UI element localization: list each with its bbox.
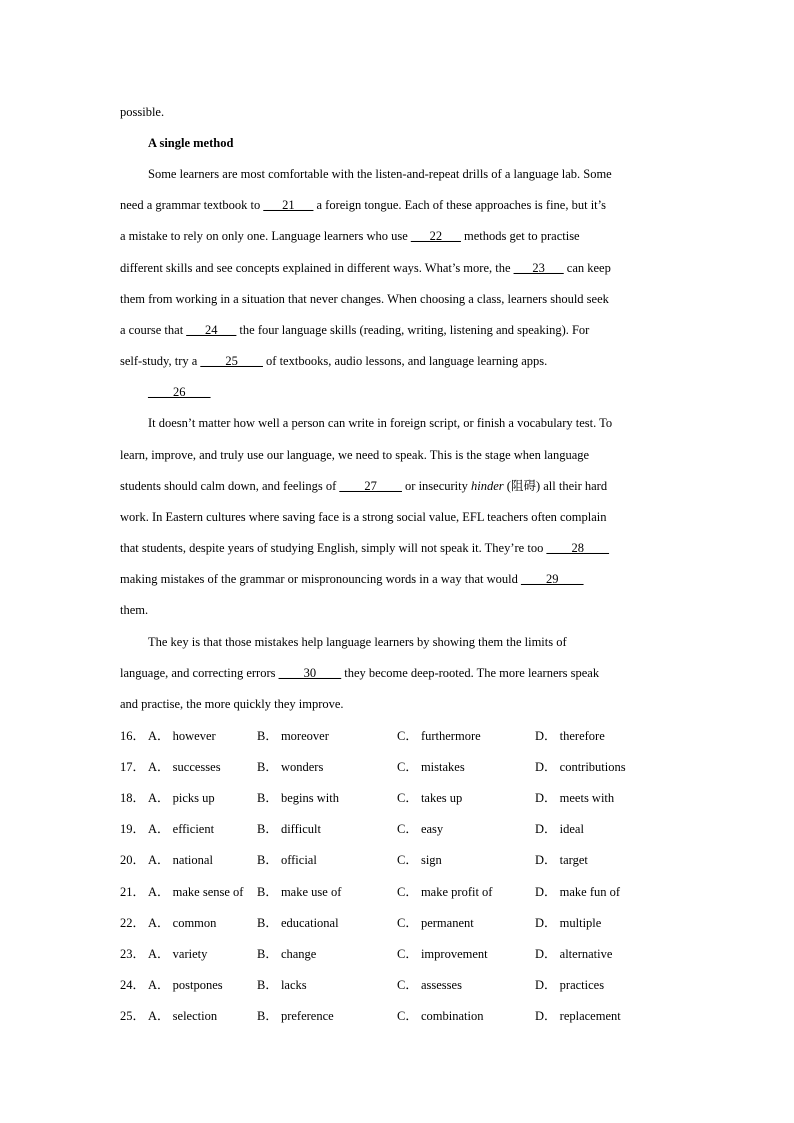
text: them from working in a situation that never changes. When choosing a class, learners should seek [120,292,609,306]
question-number: 22． [120,916,146,930]
option-b: B． make use of [257,885,342,899]
question-row [120,884,680,900]
section-heading [148,135,708,151]
blank-22: ___22___ [410,229,461,243]
text: different skills and see concepts explained in different ways. What’s more, the [120,261,514,275]
text-line [120,353,680,369]
text-line [120,665,680,681]
text: them. [120,603,149,617]
question-number: 20． [120,853,146,867]
option-c: C． mistakes [397,760,465,774]
blank-27: ____27____ [339,479,402,493]
question-number: 21． [120,885,146,899]
option-b: B． preference [257,1009,334,1023]
text: and practise, the more quickly they improve. [120,697,344,711]
option-b: B． wonders [257,760,324,774]
blank-24: ___24___ [186,323,237,337]
text-line [120,571,680,587]
option-a: A． postpones [148,978,223,992]
text: they become deep-rooted. The more learners speak [341,666,600,680]
text: a foreign tongue. Each of these approaches is fine, but it’s [313,198,606,212]
question-row [120,759,680,775]
text: (阻碍) all their hard [503,479,608,493]
text: need a grammar textbook to [120,198,264,212]
text: or insecurity [401,479,472,493]
question-number: 19． [120,822,146,836]
question-row [120,728,680,744]
text-line [120,322,680,338]
question-row [120,821,680,837]
blank-28: ____28____ [546,541,609,555]
option-c: C． make profit of [397,885,493,899]
text: The key is that those mistakes help language learners by showing them the limits of [148,635,567,649]
text: a mistake to rely on only one. Language learners who use [120,229,411,243]
text: learn, improve, and truly use our language, we need to speak. This is the stage when language [120,448,590,462]
question-row [120,852,680,868]
blank-30: ____30____ [278,666,342,680]
option-d: D． contributions [535,760,626,774]
question-row [120,946,680,962]
question-row [120,977,680,993]
option-d: D． target [535,853,588,867]
text-line [148,415,708,431]
option-c: C． assesses [397,978,462,992]
text-line [120,104,680,120]
option-d: D． alternative [535,947,613,961]
option-b: B． educational [257,916,339,930]
text-line [120,540,680,556]
option-a: A． however [148,729,216,743]
option-a: A． successes [148,760,221,774]
option-b: B． begins with [257,791,339,805]
text: of textbooks, audio lessons, and language learning apps. [262,354,548,368]
blank-25: ____25____ [200,354,263,368]
option-c: C． permanent [397,916,474,930]
option-b: B． lacks [257,978,307,992]
text: possible. [120,105,165,119]
question-row [120,915,680,931]
option-b: B． moreover [257,729,329,743]
option-a: A． variety [148,947,208,961]
text: language, and correcting errors [120,666,279,680]
text-line [120,447,680,463]
question-row [120,790,680,806]
option-d: D． practices [535,978,605,992]
text-line [148,634,708,650]
text: self-study, try a [120,354,201,368]
option-d: D． ideal [535,822,584,836]
question-number: 24． [120,978,146,992]
text-line [120,291,680,307]
text-line [120,478,680,494]
question-number: 25． [120,1009,146,1023]
text-line [120,197,680,213]
option-a: A． common [148,916,217,930]
question-number: 23． [120,947,146,961]
text: It doesn’t matter how well a person can write in foreign script, or finish a vocabulary test. To [148,416,613,430]
text: can keep [563,261,611,275]
italic-word: hinder [471,479,504,493]
option-d: D． make fun of [535,885,621,899]
option-c: C． furthermore [397,729,481,743]
text: that students, despite years of studying English, simply will not speak it. They’re too [120,541,547,555]
text: work. In Eastern cultures where saving face is a strong social value, EFL teachers often complain [120,510,607,524]
text-line [120,260,680,276]
section-heading-blank [148,384,708,400]
text: methods get to practise [460,229,580,243]
option-a: A． national [148,853,213,867]
option-d: D． meets with [535,791,615,805]
text: the four language skills (reading, writing, listening and speaking). For [236,323,590,337]
text-line [120,228,680,244]
text-line [120,509,680,525]
question-number: 17． [120,760,146,774]
option-a: A． make sense of [148,885,244,899]
option-c: C． takes up [397,791,463,805]
question-number: 18． [120,791,146,805]
blank-29: ____29____ [520,572,584,586]
question-row [120,1008,680,1024]
option-c: C． easy [397,822,444,836]
question-number: 16． [120,729,146,743]
option-b: B． difficult [257,822,322,836]
text-line [148,166,708,182]
option-c: C． combination [397,1009,484,1023]
text: students should calm down, and feelings of [120,479,340,493]
option-b: B． official [257,853,317,867]
option-d: D． multiple [535,916,602,930]
option-c: C． improvement [397,947,488,961]
option-c: C． sign [397,853,442,867]
blank-21: ___21___ [263,198,314,212]
text-line [120,602,680,618]
option-a: A． picks up [148,791,215,805]
option-b: B． change [257,947,317,961]
blank-23: ___23___ [513,261,564,275]
option-a: A． selection [148,1009,218,1023]
option-d: D． therefore [535,729,605,743]
option-d: D． replacement [535,1009,621,1023]
text: making mistakes of the grammar or mispronouncing words in a way that would [120,572,521,586]
blank-26: ____26____ [148,385,211,399]
option-a: A． efficient [148,822,215,836]
text: Some learners are most comfortable with the listen-and-repeat drills of a language lab. Some [148,167,612,181]
heading-text: A single method [148,136,234,150]
text-line [120,696,680,712]
text: a course that [120,323,187,337]
